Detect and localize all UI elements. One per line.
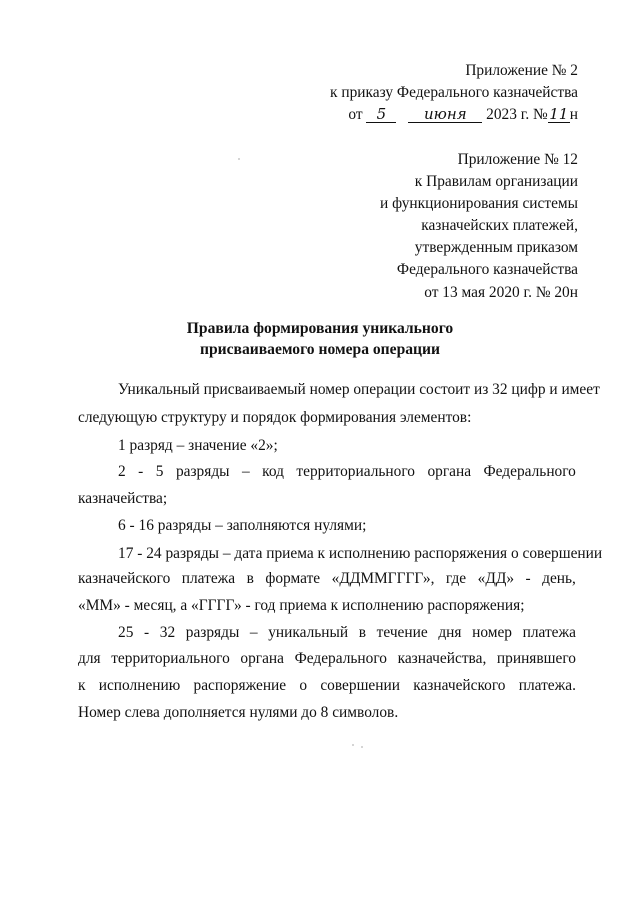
order-suffix: н xyxy=(569,106,578,123)
word: исполнению xyxy=(98,677,181,694)
word: органа xyxy=(240,650,284,667)
intro-line2: следующую структуру и порядок формирования элементов: xyxy=(78,409,472,426)
rules-appendix-line: Приложение № 12 xyxy=(457,151,578,168)
word: принявшего xyxy=(496,650,576,667)
scan-speck xyxy=(352,744,354,746)
item-5-line2 xyxy=(78,650,576,668)
word: Федерального xyxy=(483,463,576,480)
rules-appendix-line: Федерального казначейства xyxy=(396,261,578,278)
document-title-line1: Правила формирования уникального xyxy=(186,320,454,337)
rules-appendix-line: казначейских платежей, xyxy=(421,217,578,234)
rules-appendix-line: утвержденным приказом xyxy=(414,239,578,256)
word: уникальный xyxy=(268,624,349,641)
word: код xyxy=(262,463,284,480)
word: в xyxy=(246,570,254,587)
date-day-blank xyxy=(366,107,396,123)
word: территориального xyxy=(296,463,415,480)
word: территориального xyxy=(111,650,230,667)
item-5-line4: Номер слева дополняется нулями до 8 символов. xyxy=(78,704,399,721)
word: в xyxy=(358,624,367,641)
date-day-handwritten: 5 xyxy=(376,105,387,123)
date-year: 2023 г. № xyxy=(486,106,548,123)
rules-appendix-line: и функционирования системы xyxy=(380,195,578,212)
item-2-line1 xyxy=(118,463,576,481)
appendix-date-line xyxy=(348,106,578,124)
date-prefix: от xyxy=(348,106,363,123)
item-2-line2: казначейства; xyxy=(78,490,168,507)
rules-appendix-line: к Правилам организации xyxy=(414,173,578,190)
word: распоряжение xyxy=(193,677,287,694)
word: платежа xyxy=(181,570,236,587)
word: к xyxy=(78,677,86,694)
word: где xyxy=(445,570,467,587)
word: – xyxy=(249,624,258,641)
word: 5 xyxy=(155,463,164,480)
item-5-line3 xyxy=(78,677,576,695)
word: 32 xyxy=(159,624,176,641)
word: совершении xyxy=(320,677,400,694)
item-4-line3: «ММ» - месяц, а «ГГГГ» - год приема к исполнению распоряжения; xyxy=(78,597,525,614)
word: дня xyxy=(438,624,462,641)
rules-appendix-line: от 13 мая 2020 г. № 20н xyxy=(424,284,578,301)
word: для xyxy=(78,650,101,667)
item-4-line1: 17 - 24 разряды – дата приема к исполнению распоряжения о совершении xyxy=(118,545,603,562)
word: «ДДММГГГГ», xyxy=(331,570,435,587)
date-month-handwritten: июня xyxy=(423,105,467,123)
intro-line1: Уникальный присваиваемый номер операции состоит из 32 цифр и имеет xyxy=(118,381,600,398)
appendix-order-ref: к приказу Федерального казначейства xyxy=(330,84,578,101)
word: – xyxy=(241,463,250,480)
word: - xyxy=(525,570,531,587)
item-3: 6 - 16 разряды – заполняются нулями; xyxy=(118,517,367,534)
order-number-handwritten: 11 xyxy=(549,105,569,123)
item-5-line1 xyxy=(118,624,576,642)
order-number-blank xyxy=(548,107,570,123)
word: разряды xyxy=(175,463,230,480)
item-4-line2 xyxy=(78,570,576,588)
word: формате xyxy=(265,570,321,587)
word: казначейского xyxy=(78,570,171,587)
item-1: 1 разряд – значение «2»; xyxy=(118,437,278,454)
word: казначейства, xyxy=(397,650,487,667)
word: казначейского xyxy=(413,677,506,694)
word: Федерального xyxy=(294,650,387,667)
word: о xyxy=(299,677,308,694)
word: разряды xyxy=(185,624,240,641)
word: платежа. xyxy=(518,677,576,694)
word: «ДД» xyxy=(477,570,515,587)
document-title-line2: присваиваемого номера операции xyxy=(199,341,441,358)
word: - xyxy=(138,463,144,480)
scan-speck xyxy=(361,746,363,748)
word: органа xyxy=(427,463,472,480)
word: течение xyxy=(376,624,428,641)
word: 2 xyxy=(118,463,126,480)
word: платежа xyxy=(522,624,576,641)
appendix-number: Приложение № 2 xyxy=(465,62,578,79)
word: день, xyxy=(542,570,576,587)
word: 25 xyxy=(118,624,134,641)
word: номер xyxy=(472,624,512,641)
scan-speck xyxy=(238,158,240,160)
word: - xyxy=(144,624,150,641)
date-month-blank xyxy=(408,107,482,123)
